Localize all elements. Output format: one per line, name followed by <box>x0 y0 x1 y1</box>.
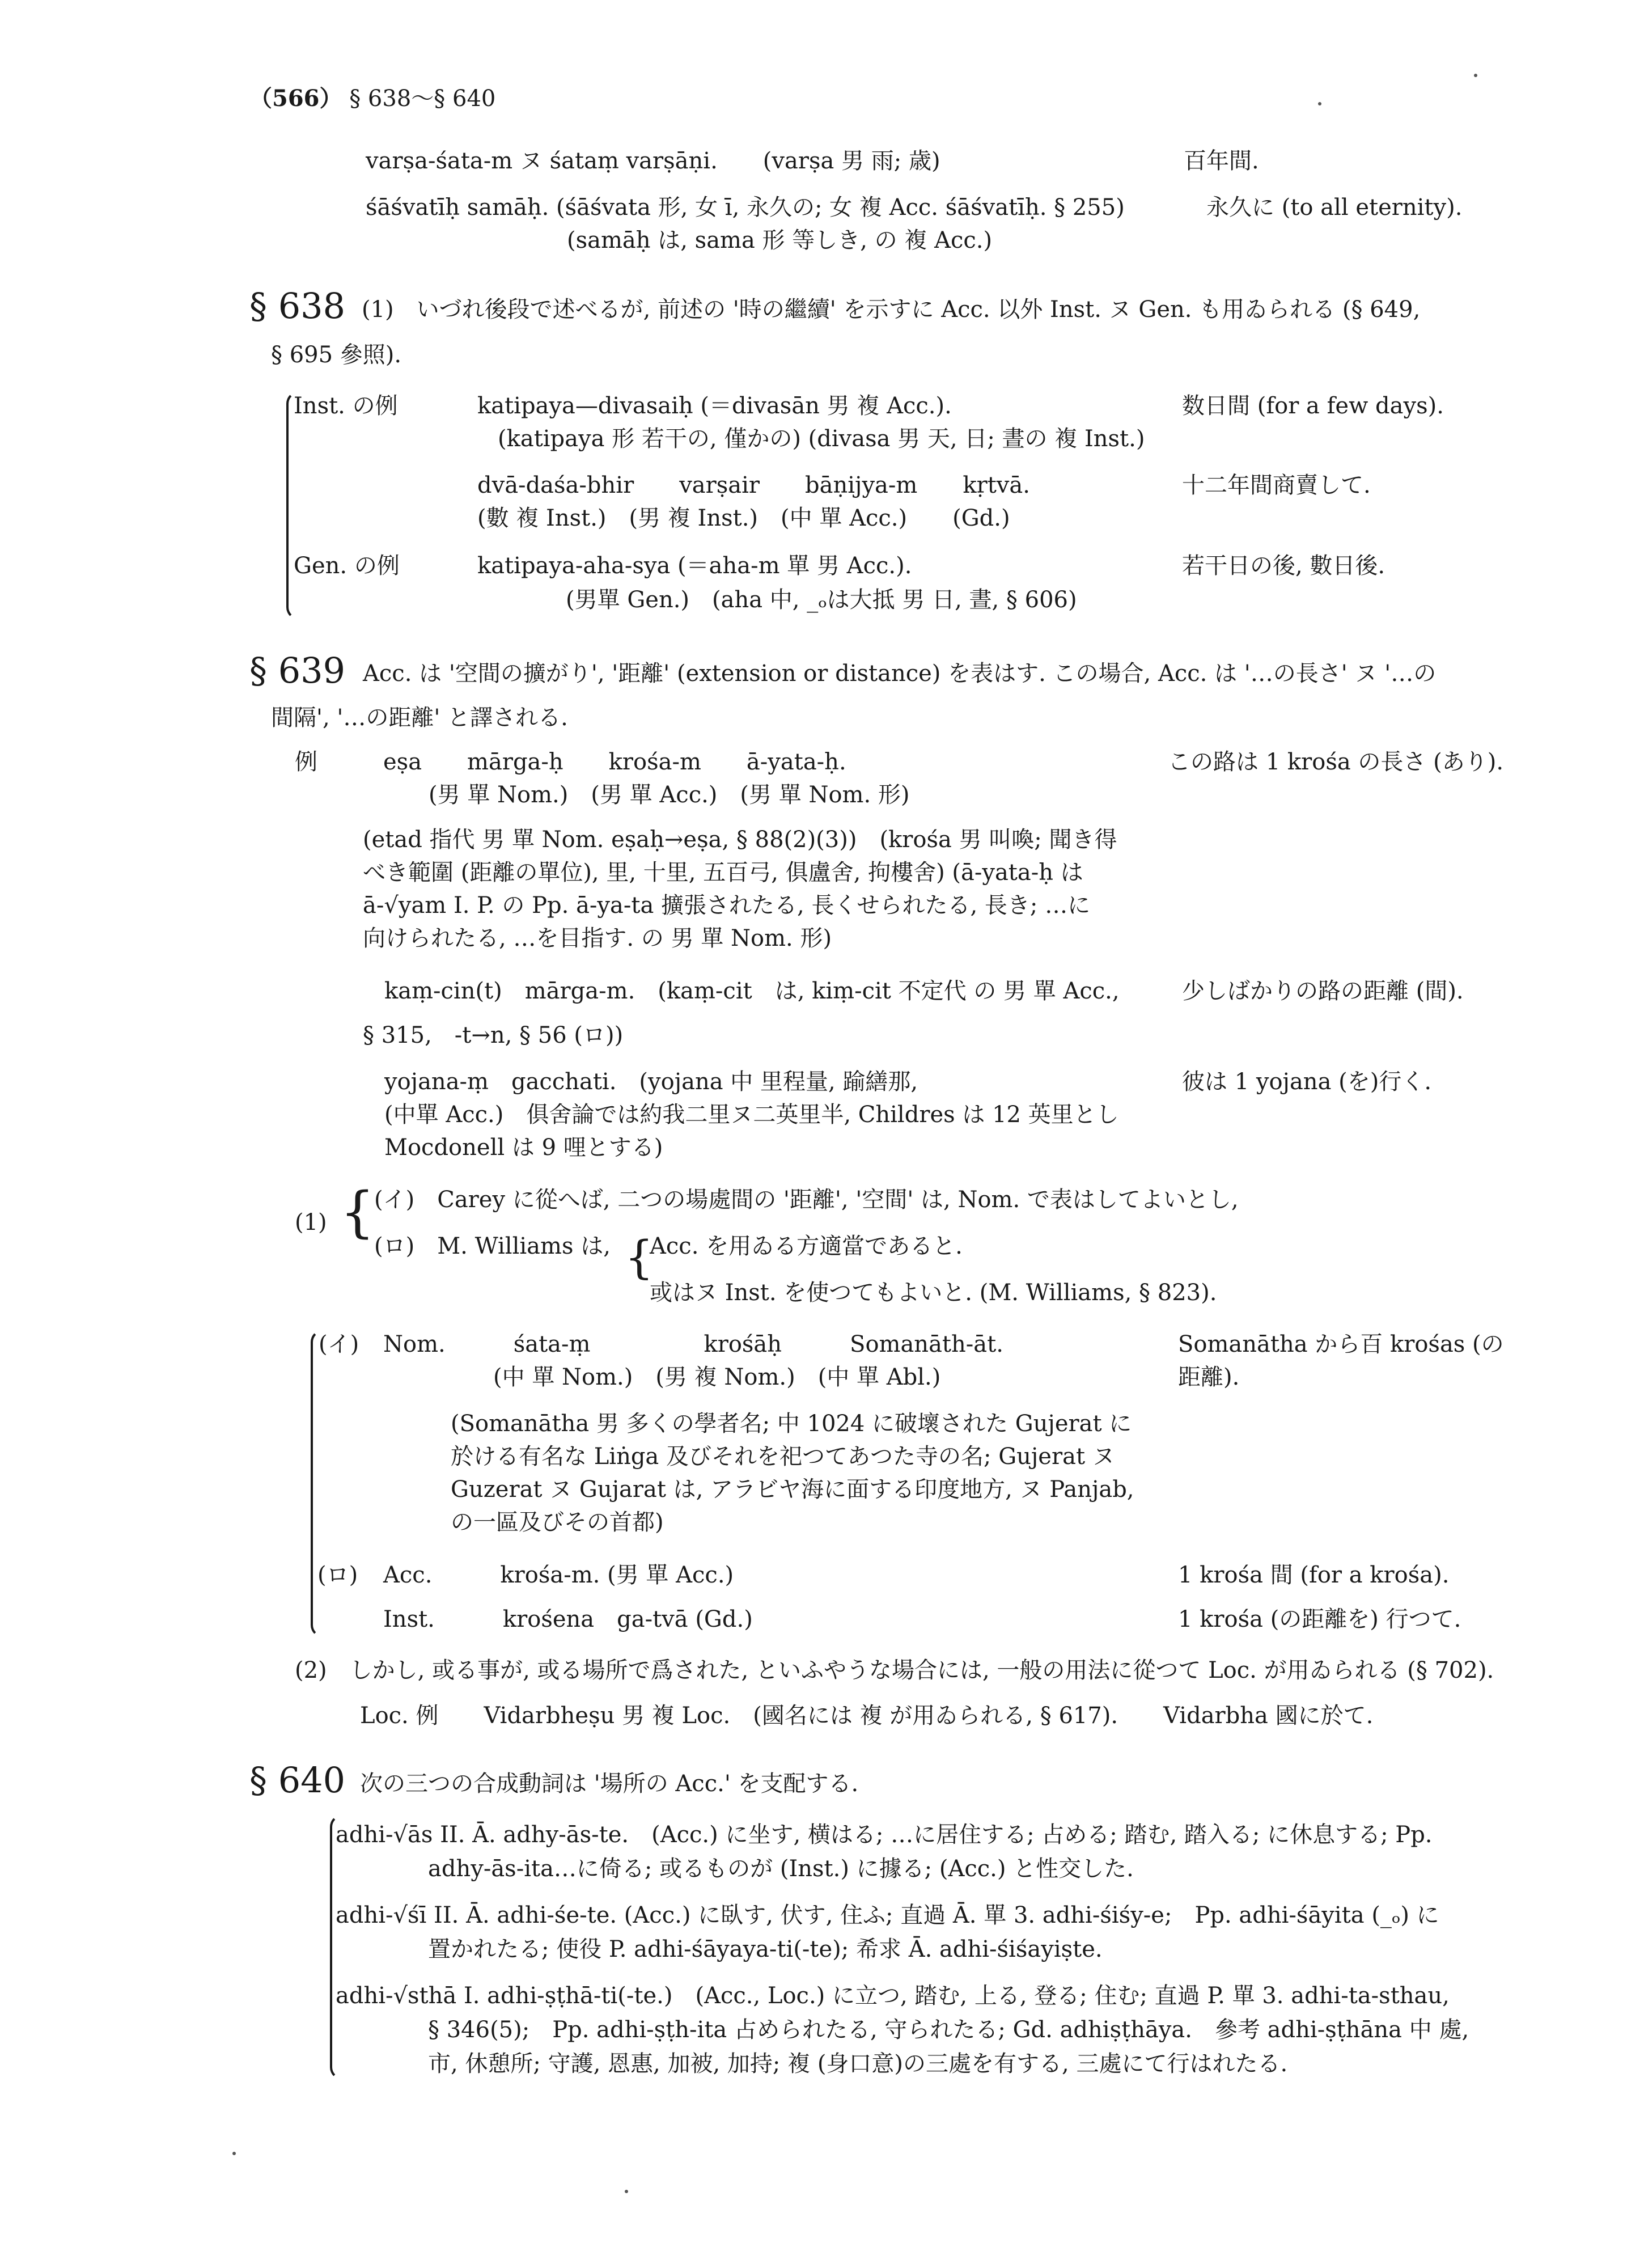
text-line: (中 單 Nom.) (男 複 Nom.) (中 單 Abl.) <box>493 1364 941 1390</box>
text-line: (ロ) M. Williams は, <box>374 1233 611 1259</box>
text-line: Acc. krośa-m. (男 單 Acc.) <box>383 1562 734 1588</box>
sub-label: (ロ) <box>317 1562 358 1588</box>
translation: 1 krośa 間 (for a krośa). <box>1178 1562 1450 1588</box>
text-line: (中單 Acc.) 俱舍論では約我二里ヌ二英里半, Childres は 12 英里とし <box>384 1102 1119 1128</box>
text-line: eṣa mārga-ḥ krośa-m ā-yata-ḥ. <box>383 749 846 775</box>
text-line: Nom. śata-ṃ krośāḥ Somanāth-āt. <box>383 1331 1003 1357</box>
text-line: Guzerat ヌ Gujarat は, アラビヤ海に面する印度地方, ヌ Panjab, <box>451 1476 1134 1503</box>
example-label: Gen. の例 <box>294 553 400 579</box>
text-line: (etad 指代 男 單 Nom. eṣaḥ→eṣa, § 88(2)(3)) (krośa 男 叫喚; 聞き得 <box>363 827 1117 853</box>
text-line: Inst. krośena ga-tvā (Gd.) <box>383 1606 753 1632</box>
text-line: kaṃ-cin(t) mārga-m. (kaṃ-cit は, kiṃ-cit 不定代 の 男 單 Acc., <box>384 978 1120 1004</box>
group-bracket <box>311 1330 324 1637</box>
page-header <box>249 84 495 113</box>
print-speck <box>232 2152 236 2155</box>
brace: { <box>340 1180 375 1244</box>
text-line: 於ける有名な Liṅga 及びそれを祀つてあつた寺の名; Gujerat ヌ <box>451 1444 1115 1470</box>
text-line: (1) いづれ後段で述べるが, 前述の '時の繼續' を示すに Acc. 以外 Inst. ヌ Gen. も用ゐられる (§ 649, <box>362 297 1421 323</box>
text-line: (男單 Gen.) (aha 中, _ₒは大抵 男 日, 晝, § 606) <box>566 587 1077 613</box>
text-line: dvā-daśa-bhir varṣair bāṇijya-m kṛtvā. <box>477 472 1030 498</box>
section-number-639: § 639 <box>249 650 346 691</box>
section-number-638: § 638 <box>249 285 346 327</box>
text-line: yojana-ṃ gacchati. (yojana 中 里程量, 踰繕那, <box>384 1069 918 1095</box>
text-line: § 346(5); Pp. adhi-ṣṭh-ita 占められたる, 守られたる; Gd. adhiṣṭhāya. 參考 adhi-ṣṭhāna 中 處, <box>428 2017 1469 2043</box>
text-line: (2) しかし, 或る事が, 或る場所で爲された, といふやうな場合には, 一般の用法に從つて Loc. が用ゐられる (§ 702). <box>295 1657 1494 1683</box>
translation: 十二年間商賣して. <box>1182 472 1371 498</box>
translation: 距離). <box>1178 1364 1240 1390</box>
translation: 1 krośa (の距離を) 行つて. <box>1178 1606 1461 1632</box>
section-range: § 638〜§ 640 <box>349 86 496 112</box>
text-line: (Somanātha 男 多くの學者名; 中 1024 に破壞された Gujerat に <box>451 1411 1132 1437</box>
text-line: varṣa-śata-m ヌ śataṃ varṣāṇi. (varṣa 男 雨; 歳) <box>366 148 940 174</box>
text-line: (男 單 Nom.) (男 單 Acc.) (男 單 Nom. 形) <box>429 782 910 808</box>
section-number-640: § 640 <box>249 1759 346 1801</box>
text-line: (samāḥ は, sama 形 等しき, の 複 Acc.) <box>567 227 993 253</box>
brace: { <box>625 1231 654 1284</box>
text-line: Mocdonell は 9 哩とする) <box>384 1135 663 1161</box>
text-line: (イ) Carey に從へば, 二つの場處間の '距離', '空間' は, Nom. で表はしてよいとし, <box>374 1187 1239 1213</box>
group-bracket <box>330 1814 344 2080</box>
group-bracket <box>286 391 301 620</box>
translation: 数日間 (for a few days). <box>1182 393 1444 419</box>
text-line: śāśvatīḥ samāḥ. (śāśvata 形, 女 ī, 永久の; 女 複 Acc. śāśvatīḥ. § 255) <box>366 194 1125 221</box>
text-line: Loc. 例 Vidarbheṣu 男 複 Loc. (國名には 複 が用ゐられる, § 617). Vidarbha 國に於て. <box>360 1703 1374 1729</box>
translation: 永久に (to all eternity). <box>1206 194 1463 221</box>
text-line: adhi-√sthā I. adhi-ṣṭhā-ti(-te.) (Acc., Loc.) に立つ, 踏む, 上る, 登る; 住む; 直過 P. 單 3. adhi-ta-sthau, <box>336 1983 1450 2009</box>
text-line: 置かれたる; 使役 P. adhi-śāyaya-ti(-te); 希求 Ā. adhi-śiśayiṣte. <box>428 1936 1103 1962</box>
text-line: adhi-√śī II. Ā. adhi-śe-te. (Acc.) に臥す, 伏す, 住ふ; 直過 Ā. 單 3. adhi-śiśy-e; Pp. adhi-śāyita (_ₒ) に <box>336 1902 1439 1928</box>
text-line: adhi-√ās II. Ā. adhy-ās-te. (Acc.) に坐す, 横はる; …に居住する; 占める; 踏む, 踏入る; に休息する; Pp. <box>336 1822 1433 1848</box>
print-speck <box>1318 102 1321 105</box>
translation: この路は 1 krośa の長さ (あり). <box>1168 749 1504 775</box>
text-line: 向けられたる, …を目指す. の 男 單 Nom. 形) <box>363 925 832 951</box>
text-line: § 695 參照). <box>271 342 402 368</box>
print-speck <box>1474 74 1477 77</box>
sub-label: (イ) <box>319 1331 359 1357</box>
translation: Somanātha から百 krośas (の <box>1178 1331 1504 1357</box>
text-line: ā-√yam I. P. の Pp. ā-ya-ta 擴張されたる, 長くせられたる, 長き; …に <box>363 892 1091 919</box>
text-line: Acc. は '空間の擴がり', '距離' (extension or distance) を表はす. この場合, Acc. は '…の長さ' ヌ '…の <box>363 661 1437 687</box>
text-line: べき範圍 (距離の單位), 里, 十里, 五百弓, 俱盧舍, 拘樓舍) (ā-yata-ḥ は <box>363 860 1083 886</box>
text-line: adhy-ās-ita…に倚る; 或るものが (Inst.) に據る; (Acc.) と性交した. <box>428 1856 1134 1882</box>
text-line: 市, 休憩所; 守護, 恩惠, 加被, 加持; 複 (身口意)の三處を有する, 三處にて行はれたる. <box>428 2051 1288 2077</box>
text-line: 次の三つの合成動詞は '場所の Acc.' を支配する. <box>360 1771 859 1797</box>
text-line: katipaya-aha-sya (＝aha-m 單 男 Acc.). <box>477 553 912 579</box>
text-line: 間隔', '…の距離' と譯される. <box>271 705 568 731</box>
text-line: § 315, -t→n, § 56 (ロ)) <box>363 1022 624 1048</box>
print-speck <box>625 2190 628 2193</box>
translation: 百年間. <box>1184 148 1259 174</box>
translation: 彼は 1 yojana (を)行く. <box>1182 1069 1432 1095</box>
translation: 少しばかりの路の距離 (間). <box>1182 978 1464 1004</box>
text-line: Acc. を用ゐる方適當であると. <box>650 1233 963 1259</box>
text-line: (katipaya 形 若干の, 僅かの) (divasa 男 天, 日; 晝の 複 Inst.) <box>498 426 1145 452</box>
text-line: katipaya—divasaiḥ (＝divasān 男 複 Acc.). <box>477 393 952 419</box>
example-label: 例 <box>295 749 317 775</box>
text-line: 或はヌ Inst. を使つてもよいと. (M. Williams, § 823). <box>650 1280 1217 1306</box>
translation: 若干日の後, 數日後. <box>1182 553 1385 579</box>
text-line: (數 複 Inst.) (男 複 Inst.) (中 單 Acc.) (Gd.) <box>477 505 1010 531</box>
text-line: の一區及びその首都) <box>451 1509 664 1535</box>
example-label: Inst. の例 <box>294 393 398 419</box>
note-number: (1) <box>295 1209 327 1235</box>
page-number: （566） <box>249 85 342 112</box>
